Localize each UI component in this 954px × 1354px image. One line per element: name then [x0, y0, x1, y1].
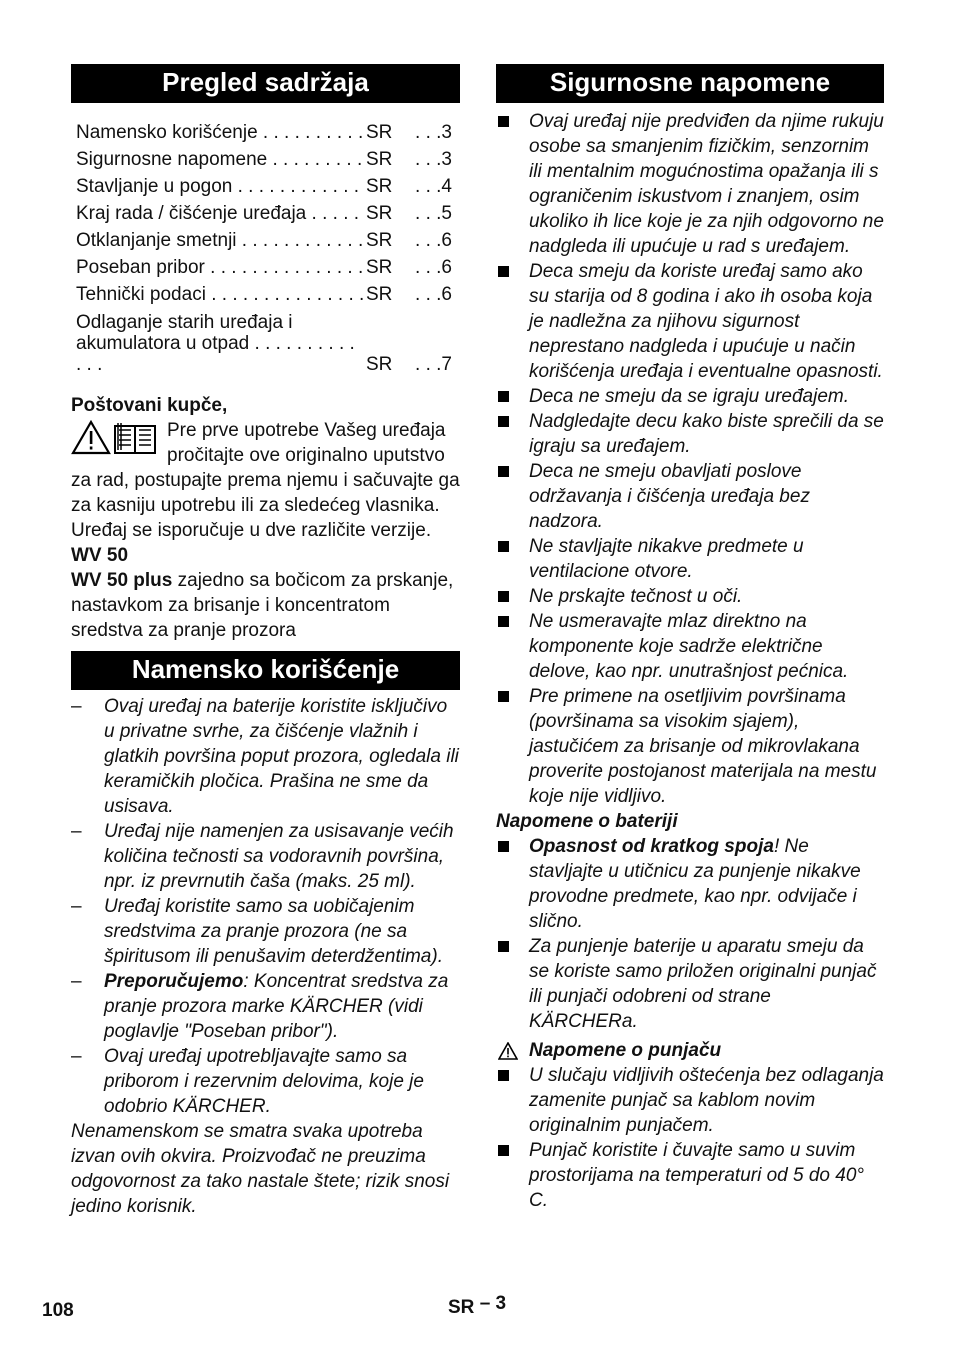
toc-entry-lang: SR — [366, 122, 393, 143]
toc-entry[interactable] — [76, 227, 460, 254]
battery-list — [496, 834, 884, 1034]
toc-entry-page: . . . 5 — [404, 200, 460, 227]
bullet-square-icon — [498, 541, 509, 552]
intro-warning-block — [71, 418, 460, 518]
model-wv50: WV 50 — [71, 545, 129, 566]
safety-heading: Sigurnosne napomene — [496, 64, 884, 103]
list-item: Nadgledajte decu kako biste sprečili da se igraju sa uređajem. — [496, 409, 884, 459]
toc-entry-page: . . . 6 — [404, 254, 460, 281]
manual-book-icon — [115, 423, 155, 453]
toc-entry-title: Namensko korišćenje — [76, 122, 258, 143]
toc-entry-lang: SR — [366, 257, 393, 278]
toc-entry[interactable] — [76, 254, 460, 281]
intro-text: Pre prve upotrebe Vašeg uređaja pročitajte ove originalno uputstvo za rad, postupajte prema njemu i sačuvajte ga za kasniju upotrebu ili za sledećeg vlasnika. — [71, 420, 460, 516]
list-item: – Uređaj nije namenjen za usisavanje većih količina tečnosti sa vodoravnih površina, npr. iz prevrnutih čaša (maks. 25 ml). — [71, 819, 460, 894]
bullet-square-icon — [498, 416, 509, 427]
charger-list — [496, 1063, 884, 1213]
list-item: Ne prskajte tečnost u oči. — [496, 584, 884, 609]
left-column — [71, 64, 460, 1219]
list-item: Ne usmeravajte mlaz direktno na komponente koje sadrže električne delove, kao npr. unutrašnjost pećnica. — [496, 609, 884, 684]
list-item: – Ovaj uređaj na baterije koristite isključivo u privatne svrhe, za čišćenje vlažnih i glatkih površina poput prozora, ogledala ili keramičkih pločica. Prašina ne sme da usisava. — [71, 694, 460, 819]
toc-entry[interactable] — [76, 173, 460, 200]
list-item: Opasnost od kratkog spoja! Ne stavljajte u utičnicu za punjenje nikakve provodne predmete, kao npr. odvijače i slično. — [496, 834, 884, 934]
toc-entry[interactable] — [76, 200, 460, 227]
toc-entry-page: . . . 6 — [404, 227, 460, 254]
bullet-square-icon — [498, 1145, 509, 1156]
warning-triangle-icon — [73, 422, 109, 453]
toc-entry-title: Tehnički podaci — [76, 284, 206, 305]
model-wv50-plus: WV 50 plus zajedno sa bočicom za prskanje, nastavkom za brisanje i koncentratom sredstva za pranje prozora — [71, 570, 454, 641]
list-item: – Ovaj uređaj upotrebljavajte samo sa priborom i rezervnim delovima, koje je odobrio KÄRCHER. — [71, 1044, 460, 1119]
versions-text: Uređaj se isporučuje u dve različite verzije. — [71, 520, 432, 541]
toc-entry-title: Otklanjanje smetnji — [76, 230, 237, 251]
safety-list — [496, 109, 884, 809]
toc-entry-page: . . . 4 — [404, 173, 460, 200]
right-column — [496, 64, 884, 1213]
toc-entry-page: . . . 7 — [404, 354, 460, 375]
table-of-contents — [71, 119, 460, 375]
toc-heading: Pregled sadržaja — [71, 64, 460, 103]
toc-entry-page: . . . 3 — [404, 146, 460, 173]
bullet-square-icon — [498, 391, 509, 402]
greeting: Poštovani kupče, — [71, 395, 228, 416]
warning-triangle-icon — [498, 1042, 518, 1060]
toc-entry[interactable] — [76, 146, 460, 173]
list-item: Pre primene na osetljivim površinama (površinama sa visokim sjajem), jastučićem za brisanje od mikrovlakana proverite postojanost materijala na mestu koje nije vidljivo. — [496, 684, 884, 809]
toc-entry-title: Poseban pribor — [76, 257, 205, 278]
bullet-square-icon — [498, 466, 509, 477]
list-item: Ovaj uređaj nije predviđen da njime rukuju osobe sa smanjenim fizičkim, senzornim ili mentalnim mogućnostima opažanja ili s ograničenim iskustvom i znanjem, osim ukoliko ih lice koje je za njih odgovorno ne nadgleda ili upućuje u rad s uređajem. — [496, 109, 884, 259]
list-item: Deca ne smeju da se igraju uređajem. — [496, 384, 884, 409]
toc-entry-lang: SR — [366, 176, 393, 197]
list-item: Deca smeju da koriste uređaj samo ako su starija od 8 godina i ako ih osoba koja je nadležna za njihovu sigurnost neprestano nadgleda i upućuje u način korišćenja uređaja i eventualne opasnosti. — [496, 259, 884, 384]
toc-entry-lang: SR — [366, 230, 393, 251]
battery-notes-heading: Napomene o bateriji — [496, 811, 678, 832]
list-item: Za punjenje baterije u aparatu smeju da se koriste samo priložen originalni punjač ili punjači odobreni od strane KÄRCHERa. — [496, 934, 884, 1034]
footer-section-marker — [448, 1293, 507, 1319]
toc-entry[interactable] — [76, 119, 460, 146]
footer-section-page: – 3 — [479, 1293, 507, 1314]
list-item: Ne stavljajte nikakve predmete u ventilacione otvore. — [496, 534, 884, 584]
toc-entry-lang: SR — [366, 284, 393, 305]
list-item: – Preporučujemo: Koncentrat sredstva za pranje prozora marke KÄRCHER (vidi poglavlje "Poseban pribor"). — [71, 969, 460, 1044]
toc-entry-title: Kraj rada / čišćenje uređaja — [76, 203, 307, 224]
bullet-square-icon — [498, 616, 509, 627]
list-item: U slučaju vidljivih oštećenja bez odlaganja zamenite punjač sa kablom novim originalnim punjačem. — [496, 1063, 884, 1138]
toc-entry-page: . . . 3 — [404, 119, 460, 146]
bullet-square-icon — [498, 691, 509, 702]
toc-entry-title-line1: Odlaganje starih uređaja i — [76, 312, 293, 333]
page-number: 108 — [42, 1300, 74, 1321]
intended-use-heading: Namensko korišćenje — [71, 651, 460, 690]
list-item: Punjač koristite i čuvajte samo u suvim prostorijama na temperaturi od 5 do 40° C. — [496, 1138, 884, 1213]
toc-entry-title: Sigurnosne napomene — [76, 149, 268, 170]
toc-entry-title-line2: akumulatora u otpad . . . — [76, 333, 355, 375]
warning-manual-icons — [71, 420, 161, 456]
charger-notes-heading: Napomene o punjaču — [496, 1038, 884, 1063]
toc-entry-title: Stavljanje u pogon — [76, 176, 233, 197]
intended-use-list — [71, 694, 460, 1119]
toc-entry-page: . . . 6 — [404, 281, 460, 308]
intended-use-closing: Nenamenskom se smatra svaka upotreba izvan ovih okvira. Proizvođač ne preuzima odgovornost za tako nastale štete; rizik snosi jedino korisnik. — [71, 1121, 450, 1217]
bullet-square-icon — [498, 266, 509, 277]
footer-lang: SR — [448, 1297, 475, 1318]
list-item: Deca ne smeju obavljati poslove održavanja i čišćenja uređaja bez nadzora. — [496, 459, 884, 534]
bullet-square-icon — [498, 841, 509, 852]
toc-entry-lang: SR — [366, 203, 393, 224]
toc-entry[interactable] — [76, 312, 460, 375]
bullet-square-icon — [498, 1070, 509, 1081]
list-item: – Uređaj koristite samo sa uobičajenim sredstvima za pranje prozora (ne sa špiritusom ili penušavim deterdžentima). — [71, 894, 460, 969]
bullet-square-icon — [498, 941, 509, 952]
bullet-square-icon — [498, 591, 509, 602]
toc-entry-lang: SR — [366, 354, 393, 375]
bullet-square-icon — [498, 116, 509, 127]
toc-entry-lang: SR — [366, 149, 393, 170]
toc-entry[interactable] — [76, 281, 460, 308]
